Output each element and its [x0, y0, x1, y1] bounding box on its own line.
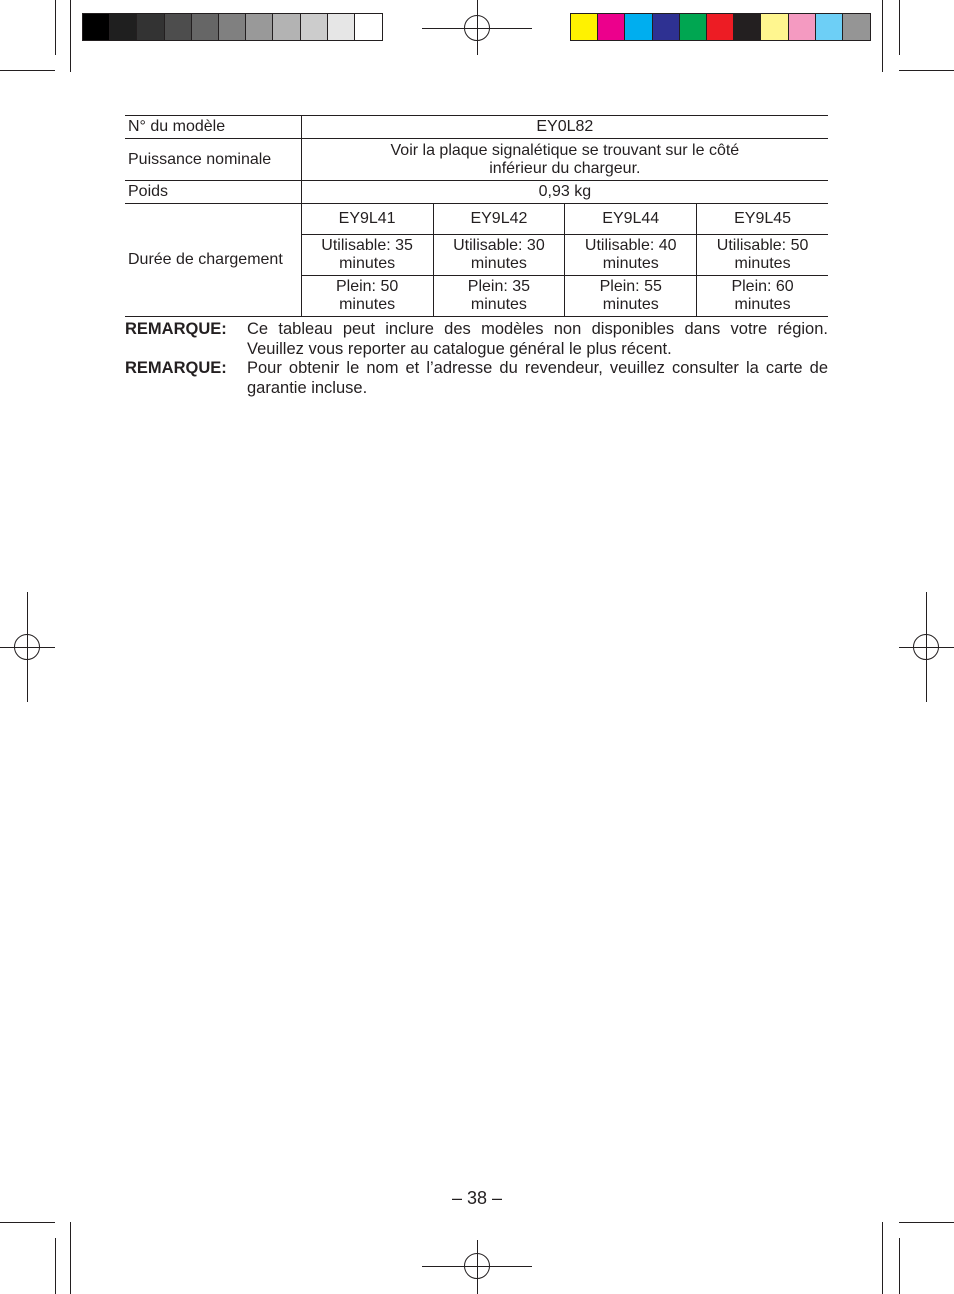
usable-time-line: minutes	[339, 255, 396, 272]
note-text: Ce tableau peut inclure des modèles non disponibles dans votre région. Veuillez vous reporter au catalogue général le plus récent.	[247, 320, 828, 358]
page-number: – 38 –	[451, 1188, 503, 1208]
table-row	[125, 181, 828, 204]
usable-time-line: Utilisable: 35	[321, 237, 413, 254]
full-time-line: Plein: 60	[731, 278, 794, 295]
note-key: REMARQUE:	[125, 320, 227, 338]
usable-time-line: minutes	[470, 255, 527, 272]
battery-model: EY9L45	[697, 204, 828, 235]
weight-value: 0,93 kg	[301, 181, 828, 204]
color-swatch	[625, 14, 652, 40]
color-swatch	[734, 14, 761, 40]
full-time-line: Plein: 50	[335, 278, 399, 295]
full-time-line: Plein: 55	[599, 278, 662, 295]
full-time-line: minutes	[339, 296, 396, 313]
gray-swatch	[137, 14, 164, 40]
power-label: Puissance nominale	[125, 139, 301, 181]
charge-time-label: Durée de chargement	[125, 204, 301, 317]
battery-model: EY9L41	[301, 204, 433, 235]
table-row	[125, 116, 828, 139]
gray-swatch	[273, 14, 300, 40]
gray-swatch	[219, 14, 246, 40]
model-label: N° du modèle	[125, 116, 301, 139]
gray-swatch	[110, 14, 137, 40]
usable-time-line: minutes	[602, 255, 659, 272]
full-time-line: minutes	[470, 296, 527, 313]
gray-swatch	[165, 14, 192, 40]
gray-swatch	[246, 14, 273, 40]
usable-time	[433, 235, 565, 276]
specifications-table	[125, 115, 828, 317]
full-time	[433, 276, 565, 317]
full-time	[565, 276, 697, 317]
usable-time-line: minutes	[734, 255, 791, 272]
full-time	[697, 276, 828, 317]
model-value: EY0L82	[301, 116, 828, 139]
note	[125, 320, 828, 359]
color-swatch	[707, 14, 734, 40]
color-swatch	[571, 14, 598, 40]
weight-label: Poids	[125, 181, 301, 204]
color-swatch	[598, 14, 625, 40]
full-time-line: Plein: 35	[467, 278, 531, 295]
usable-time-line: Utilisable: 40	[584, 237, 677, 254]
power-value-line: Voir la plaque signalétique se trouvant sur le côté	[390, 141, 740, 159]
note	[125, 359, 828, 398]
color-swatch	[843, 14, 870, 40]
gray-swatch	[301, 14, 328, 40]
grayscale-color-bar	[82, 13, 383, 41]
usable-time	[301, 235, 433, 276]
color-swatch	[653, 14, 680, 40]
color-swatch	[761, 14, 788, 40]
note-text: Pour obtenir le nom et l’adresse du revendeur, veuillez consulter la carte de garantie incluse.	[247, 359, 828, 397]
full-time	[301, 276, 433, 317]
color-swatch	[789, 14, 816, 40]
color-swatch	[816, 14, 843, 40]
full-time-line: minutes	[602, 296, 659, 313]
note-key: REMARQUE:	[125, 359, 227, 377]
gray-swatch	[328, 14, 355, 40]
color-swatch	[680, 14, 707, 40]
usable-time	[697, 235, 828, 276]
usable-time-line: Utilisable: 30	[453, 237, 545, 254]
gray-swatch	[355, 14, 382, 40]
gray-swatch	[192, 14, 219, 40]
gray-swatch	[83, 14, 110, 40]
battery-model: EY9L44	[565, 204, 697, 235]
full-time-line: minutes	[734, 296, 791, 313]
power-value-line: inférieur du chargeur.	[489, 159, 641, 177]
usable-time	[565, 235, 697, 276]
usable-time-line: Utilisable: 50	[716, 237, 809, 254]
table-row	[125, 139, 828, 181]
power-value	[301, 139, 828, 181]
process-color-bar	[570, 13, 871, 41]
notes-section	[125, 320, 828, 398]
battery-model: EY9L42	[433, 204, 565, 235]
table-row	[125, 204, 828, 235]
